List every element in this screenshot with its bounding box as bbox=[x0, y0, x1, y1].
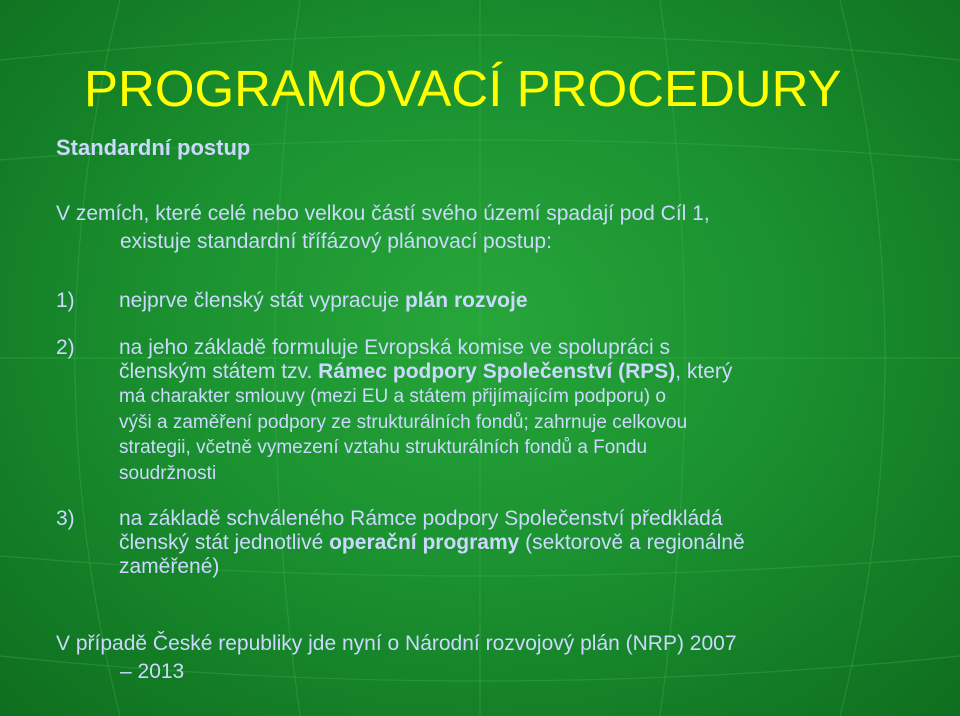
item-2-line-2-post: , který bbox=[675, 360, 733, 383]
list-item-1 bbox=[119, 289, 528, 313]
item-1-number: 1) bbox=[56, 289, 75, 312]
outro-line-1: V případě České republiky jde nyní o Národní rozvojový plán (NRP) 2007 bbox=[56, 632, 737, 655]
slide-title: PROGRAMOVACÍ PROCEDURY bbox=[84, 60, 842, 117]
item-1-line-1 bbox=[119, 289, 528, 313]
intro-line-1: V zemích, které celé nebo velkou částí svého území spadají pod Cíl 1, bbox=[56, 202, 710, 225]
item-1-bold-term: plán rozvoje bbox=[404, 289, 528, 312]
intro-line-2: existuje standardní třífázový plánovací postup: bbox=[120, 230, 552, 253]
outro-line-2: – 2013 bbox=[120, 660, 185, 683]
item-2-line-2-pre: členským státem tzv. bbox=[119, 360, 319, 383]
item-3-line-1: na základě schváleného Rámce podpory Společenství předkládá bbox=[119, 507, 723, 530]
item-2-bold-term: Rámec podpory Společenství (RPS) bbox=[318, 360, 676, 383]
list-item-3 bbox=[119, 507, 745, 579]
slide-subtitle: Standardní postup bbox=[56, 135, 251, 160]
item-2-line-5: strategii, včetně vymezení vztahu strukturálních fondů a Fondu bbox=[119, 437, 648, 458]
outro-paragraph bbox=[56, 630, 737, 686]
item-3-line-2 bbox=[119, 531, 745, 555]
list-item-2 bbox=[119, 336, 732, 486]
item-2-line-4: výši a zaměření podpory ze strukturálních fondů; zahrnuje celkovou bbox=[119, 411, 688, 433]
item-3-line-2-pre: členský stát jednotlivé bbox=[119, 531, 330, 554]
item-2-line-2 bbox=[119, 360, 732, 384]
item-3-bold-term: operační programy bbox=[329, 531, 520, 554]
item-2-line-6: soudržnosti bbox=[119, 462, 217, 484]
item-3-line-2-post: (sektorově a regionálně bbox=[519, 531, 745, 554]
item-2-number: 2) bbox=[56, 336, 75, 359]
item-3-number: 3) bbox=[56, 507, 75, 530]
item-2-line-1: na jeho základě formuluje Evropská komise ve spolupráci s bbox=[119, 336, 670, 359]
item-1-text: nejprve členský stát vypracuje bbox=[119, 289, 405, 312]
item-3-line-3: zaměřené) bbox=[119, 555, 220, 578]
item-2-line-3: má charakter smlouvy (mezi EU a státem přijímajícím podporu) o bbox=[119, 386, 666, 407]
intro-paragraph bbox=[56, 200, 710, 256]
